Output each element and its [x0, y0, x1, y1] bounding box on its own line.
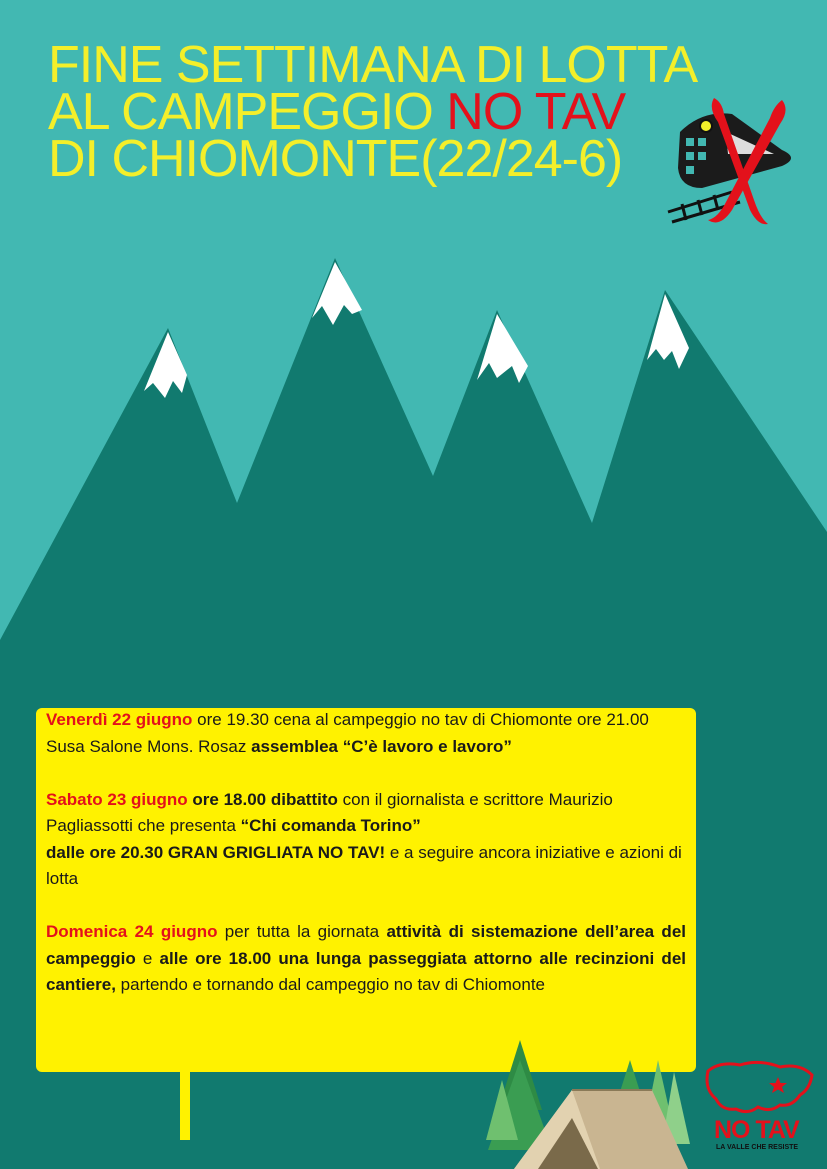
sunday-text: per tutta la giornata — [217, 922, 387, 941]
sunday-text-3: partendo e tornando dal campeggio no tav di Chiomonte — [115, 975, 546, 994]
friday-date: Venerdì 22 giugno — [46, 710, 193, 729]
saturday-book-title: “Chi comanda Torino” — [240, 816, 421, 835]
sunday-walk: alle ore 18.00 una lunga passeggiata attorno alle recinzioni del cantiere, — [46, 948, 686, 994]
friday-text: ore 19.30 cena al campeggio no tav di Chiomonte ore 21.00 Susa Salone Mons. Rosaz — [46, 710, 649, 756]
saturday-debate: ore 18.00 dibattito — [187, 789, 338, 809]
saturday-grill: dalle ore 20.30 GRAN GRIGLIATA NO TAV! — [46, 842, 386, 862]
schedule-saturday — [46, 787, 686, 893]
event-schedule — [46, 707, 686, 1025]
signboard-post — [180, 1068, 190, 1140]
schedule-friday — [46, 707, 686, 760]
schedule-sunday — [46, 919, 686, 999]
saturday-date: Sabato 23 giugno — [46, 789, 188, 809]
title-line-1: FINE SETTIMANA DI LOTTA — [48, 36, 698, 94]
campsite-illustration — [480, 1040, 700, 1169]
saturday-text: con il giornalista e scrittore Maurizio Pagliassotti che presenta — [46, 789, 613, 835]
notav-logo-text: NO TAV — [714, 1116, 799, 1144]
sunday-date: Domenica 24 giugno — [46, 922, 218, 941]
sunday-activity: attività di sistemazione dell’area del campeggio — [46, 922, 686, 968]
title-line-2-prefix: AL CAMPEGGIO — [48, 83, 447, 141]
crossed-train-icon — [662, 92, 802, 232]
sunday-text-2: e — [135, 948, 160, 968]
saturday-text-2: e a seguire ancora iniziative e azioni di lotta — [46, 842, 682, 888]
title-line-3: DI CHIOMONTE(22/24-6) — [48, 130, 623, 188]
friday-assembly: assemblea “C’è lavoro e lavoro” — [251, 736, 512, 756]
poster-title — [48, 36, 698, 188]
title-no-tav-highlight: NO TAV — [446, 83, 626, 141]
star-icon — [769, 1077, 787, 1093]
title-line-2 — [48, 83, 697, 141]
notav-tagline: LA VALLE CHE RESISTE — [716, 1144, 799, 1151]
